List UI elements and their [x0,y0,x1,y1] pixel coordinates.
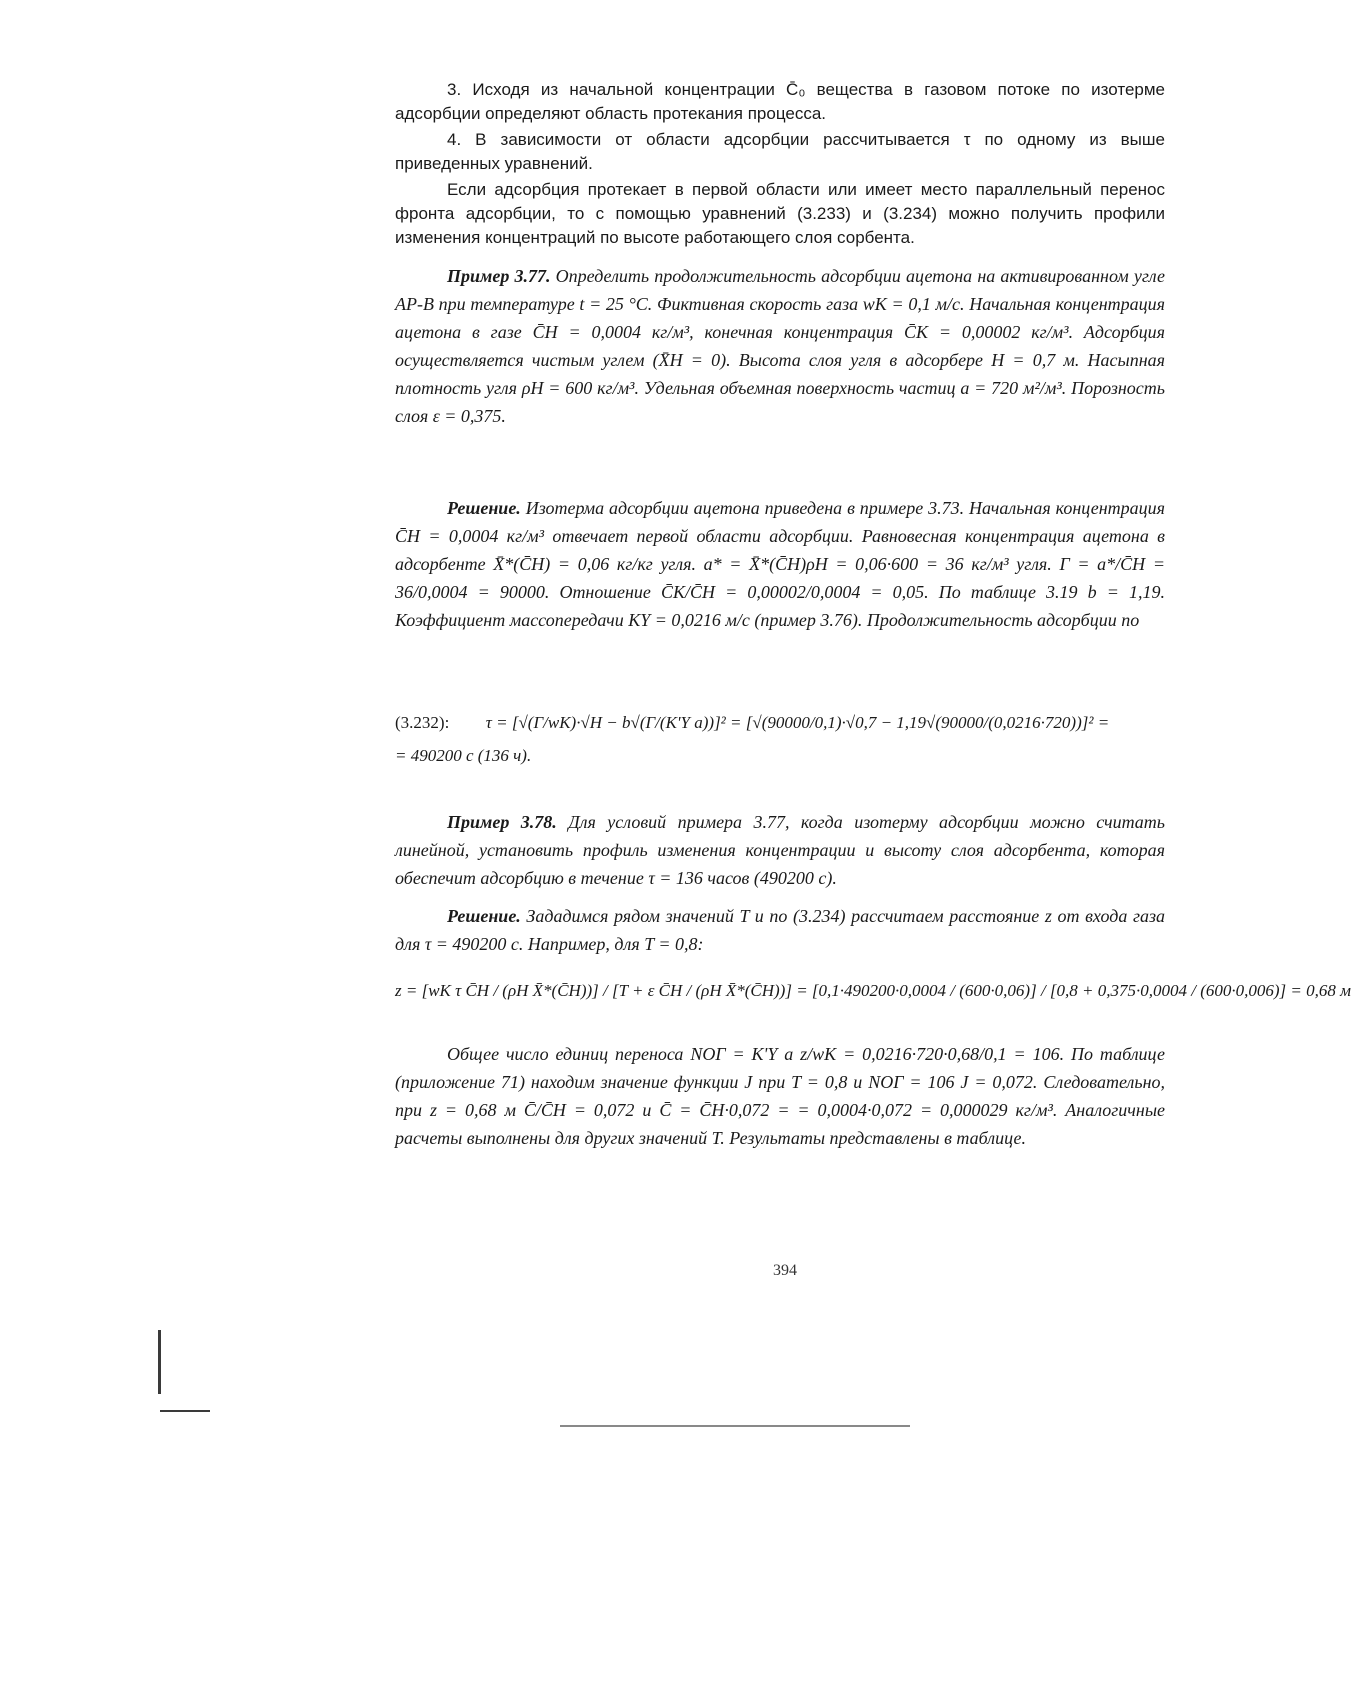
scan-artifact-bottom [560,1425,910,1427]
example-78-solution-label: Решение. [447,906,521,926]
example-77 [395,262,1165,430]
example-78-label: Пример 3.78. [447,812,557,832]
z-formula [395,956,1351,1026]
paragraph-item-4 [395,128,1165,176]
paragraph-item-3-text: 3. Исходя из начальной концентрации C̄₀ вещества в газовом потоке по изотерме адсорбции определяют область протекания процесса. [395,80,1165,123]
example-78-solution [395,902,1165,958]
example-77-solution-label: Решение. [447,498,521,518]
example-77-text: Определить продолжительность адсорбции ацетона на активированном угле АР-В при температуре t = 25 °С. Фиктивная скорость газа wK = 0,1 м/с. Начальная концентрация ацетона в газе C̄H = 0,0004 кг/м³, конечная концентрация C̄K = 0,00002 кг/м³. Адсорбция осуществляется чистым углем (X̄H = 0). Высота слоя угля в адсорбере H = 0,7 м. Насыпная плотность угля ρH = 600 кг/м³. Удельная объемная поверхность частиц a = 720 м²/м³. Порозность слоя ε = 0,375. [395,266,1165,426]
paragraph-note-text: Если адсорбция протекает в первой области или имеет место параллельный перенос фронта адсорбции, то с помощью уравнений (3.233) и (3.234) можно получить профили изменения концентраций по высоте работающего слоя сорбента. [395,180,1165,247]
example-78-solution-text: Зададимся рядом значений T и по (3.234) рассчитаем расстояние z от входа газа для τ = 490200 с. Например, для T = 0,8: [395,906,1165,954]
paragraph-note [395,178,1165,250]
tau-formula: τ = [√(Г/wK)·√H − b√(Г/(K'Y a))]² = [√(90000/0,1)·√0,7 − 1,19√(90000/(0,0216·720))]² = [485,713,1110,732]
formula-reference: (3.232): [395,713,450,732]
example-77-result-text: = 490200 с (136 ч). [395,746,532,765]
example-77-formula [395,713,1165,733]
example-78-text: Для условий примера 3.77, когда изотерму адсорбции можно считать линейной, установить профиль изменения концентрации и высоту слоя адсорбента, которая обеспечит адсорбцию в течение τ = 136 часов (490200 с). [395,812,1165,888]
z-formula-text: z = [wK τ C̄H / (ρH X̄*(C̄H))] / [T + ε C̄H / (ρH X̄*(C̄H))] = [0,1·490200·0,0004 / (600·0,06)] / [0,8 + 0,375·0,0004 / (600·0,006)] = 0,68 м [395,981,1351,1000]
scan-artifact-left [160,1410,210,1412]
example-78-continuation [395,1040,1165,1152]
example-78 [395,808,1165,892]
example-77-label: Пример 3.77. [447,266,551,286]
example-77-solution-text: Изотерма адсорбции ацетона приведена в примере 3.73. Начальная концентрация C̄H = 0,0004 кг/м³ отвечает первой области адсорбции. Равновесная концентрация ацетона в адсорбенте X̄*(C̄H) = 0,06 кг/кг угля. a* = X̄*(C̄H)ρH = 0,06·600 = 36 кг/м³ угля. Г = a*/C̄H = 36/0,0004 = 90000. Отношение C̄K/C̄H = 0,00002/0,0004 = 0,05. По таблице 3.19 b = 1,19. Коэффициент массопередачи KY = 0,0216 м/с (пример 3.76). Продолжительность адсорбции по [395,498,1166,630]
paragraph-item-3 [395,78,1165,126]
example-77-result [395,746,1165,766]
example-78-continuation-text: Общее число единиц переноса NOГ = K'Y a z/wK = 0,0216·720·0,68/0,1 = 106. По таблице (приложение 71) находим значение функции J при T = 0,8 и NOГ = 106 J = 0,072. Следовательно, при z = 0,68 м C̄/C̄H = 0,072 и C̄ = C̄H·0,072 = = 0,0004·0,072 = 0,000029 кг/м³. Аналогичные расчеты выполнены для других значений T. Результаты представлены в таблице. [395,1044,1165,1148]
page-number: 394 [773,1262,797,1279]
example-77-solution [395,494,1165,634]
scan-artifact-vertical [158,1330,161,1394]
paragraph-item-4-text: 4. В зависимости от области адсорбции рассчитывается τ по одному из выше приведенных уравнений. [395,130,1165,173]
